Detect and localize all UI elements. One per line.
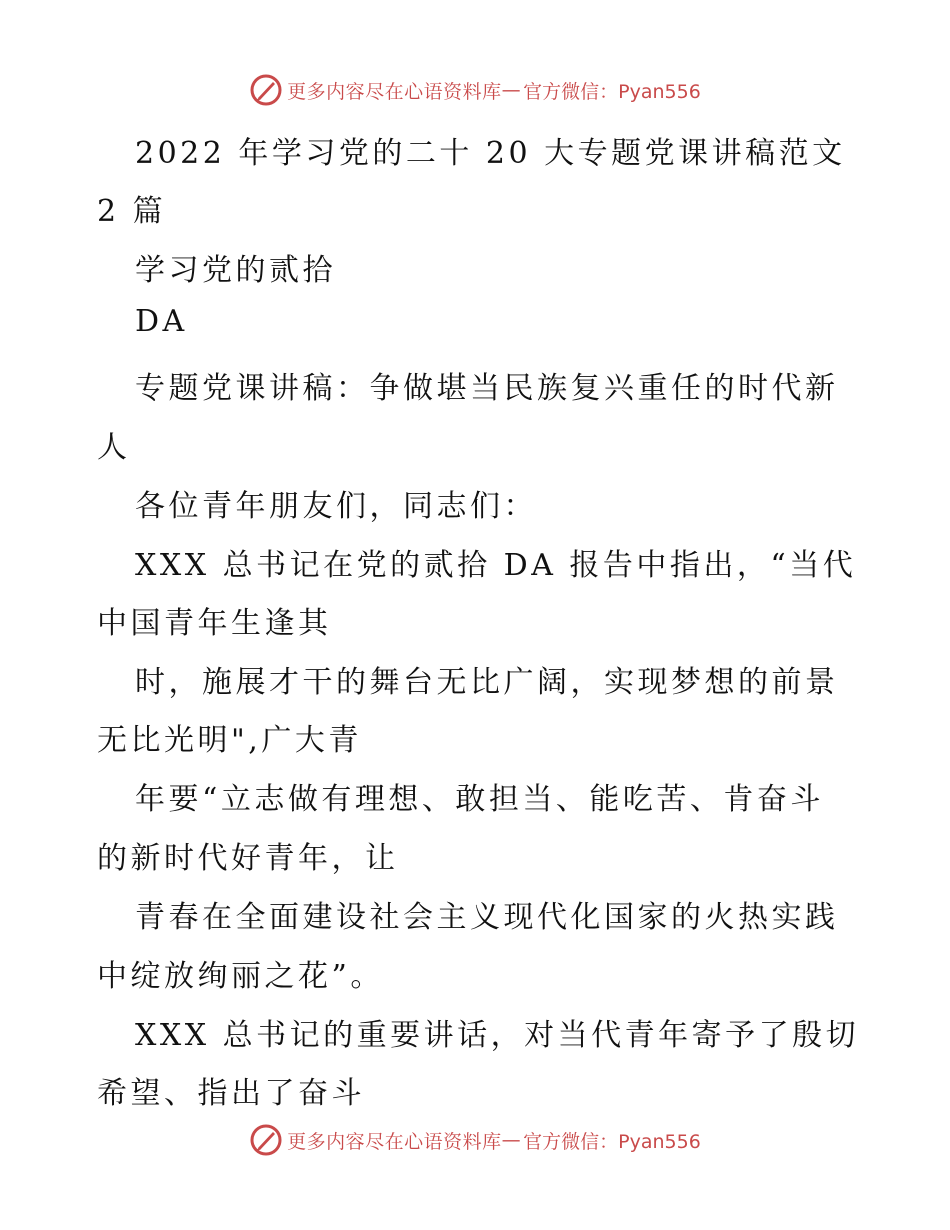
paragraph-line: 时，施展才干的舞台无比广阔，实现梦想的前景 — [135, 665, 839, 700]
title-line-2: 2 篇 — [97, 194, 167, 229]
feather-pen-logo-icon — [249, 1123, 283, 1157]
paragraph-line: 希望、指出了奋斗 — [97, 1076, 365, 1111]
watermark-dash: — — [501, 1129, 522, 1151]
subtitle-line-2: DA — [135, 304, 188, 339]
salutation: 各位青年朋友们，同志们： — [135, 489, 537, 524]
lecture-title-line-1: 专题党课讲稿：争做堪当民族复兴重任的时代新 — [135, 371, 839, 406]
watermark-brand-text: 更多内容尽在心语资料库 — [287, 80, 502, 103]
paragraph-line: XXX 总书记在党的贰拾 DA 报告中指出，“当代 — [135, 548, 857, 583]
watermark-wechat-text: 官方微信：Pyan556 — [523, 80, 701, 103]
paragraph-line: 年要“立志做有理想、敢担当、能吃苦、肯奋斗 — [135, 782, 824, 817]
lecture-title-line-2: 人 — [97, 430, 131, 465]
paragraph-line: 中绽放绚丽之花”。 — [97, 959, 384, 994]
feather-pen-logo-icon — [249, 73, 283, 107]
subtitle-line-1: 学习党的贰拾 — [135, 253, 336, 288]
paragraph-line: 的新时代好青年，让 — [97, 841, 399, 876]
watermark-wechat-text: 官方微信：Pyan556 — [523, 1130, 701, 1153]
paragraph-line: 中国青年生逢其 — [97, 606, 332, 641]
watermark-brand-text: 更多内容尽在心语资料库 — [287, 1130, 502, 1153]
watermark-dash: — — [501, 79, 522, 101]
paragraph-line: 无比光明",广大青 — [97, 723, 362, 758]
paragraph-line: XXX 总书记的重要讲话，对当代青年寄予了殷切 — [135, 1018, 860, 1053]
paragraph-line: 青春在全面建设社会主义现代化国家的火热实践 — [135, 900, 839, 935]
title-line-1: 2022 年学习党的二十 20 大专题党课讲稿范文 — [135, 136, 846, 171]
header-watermark — [0, 70, 950, 110]
footer-watermark — [0, 1120, 950, 1160]
